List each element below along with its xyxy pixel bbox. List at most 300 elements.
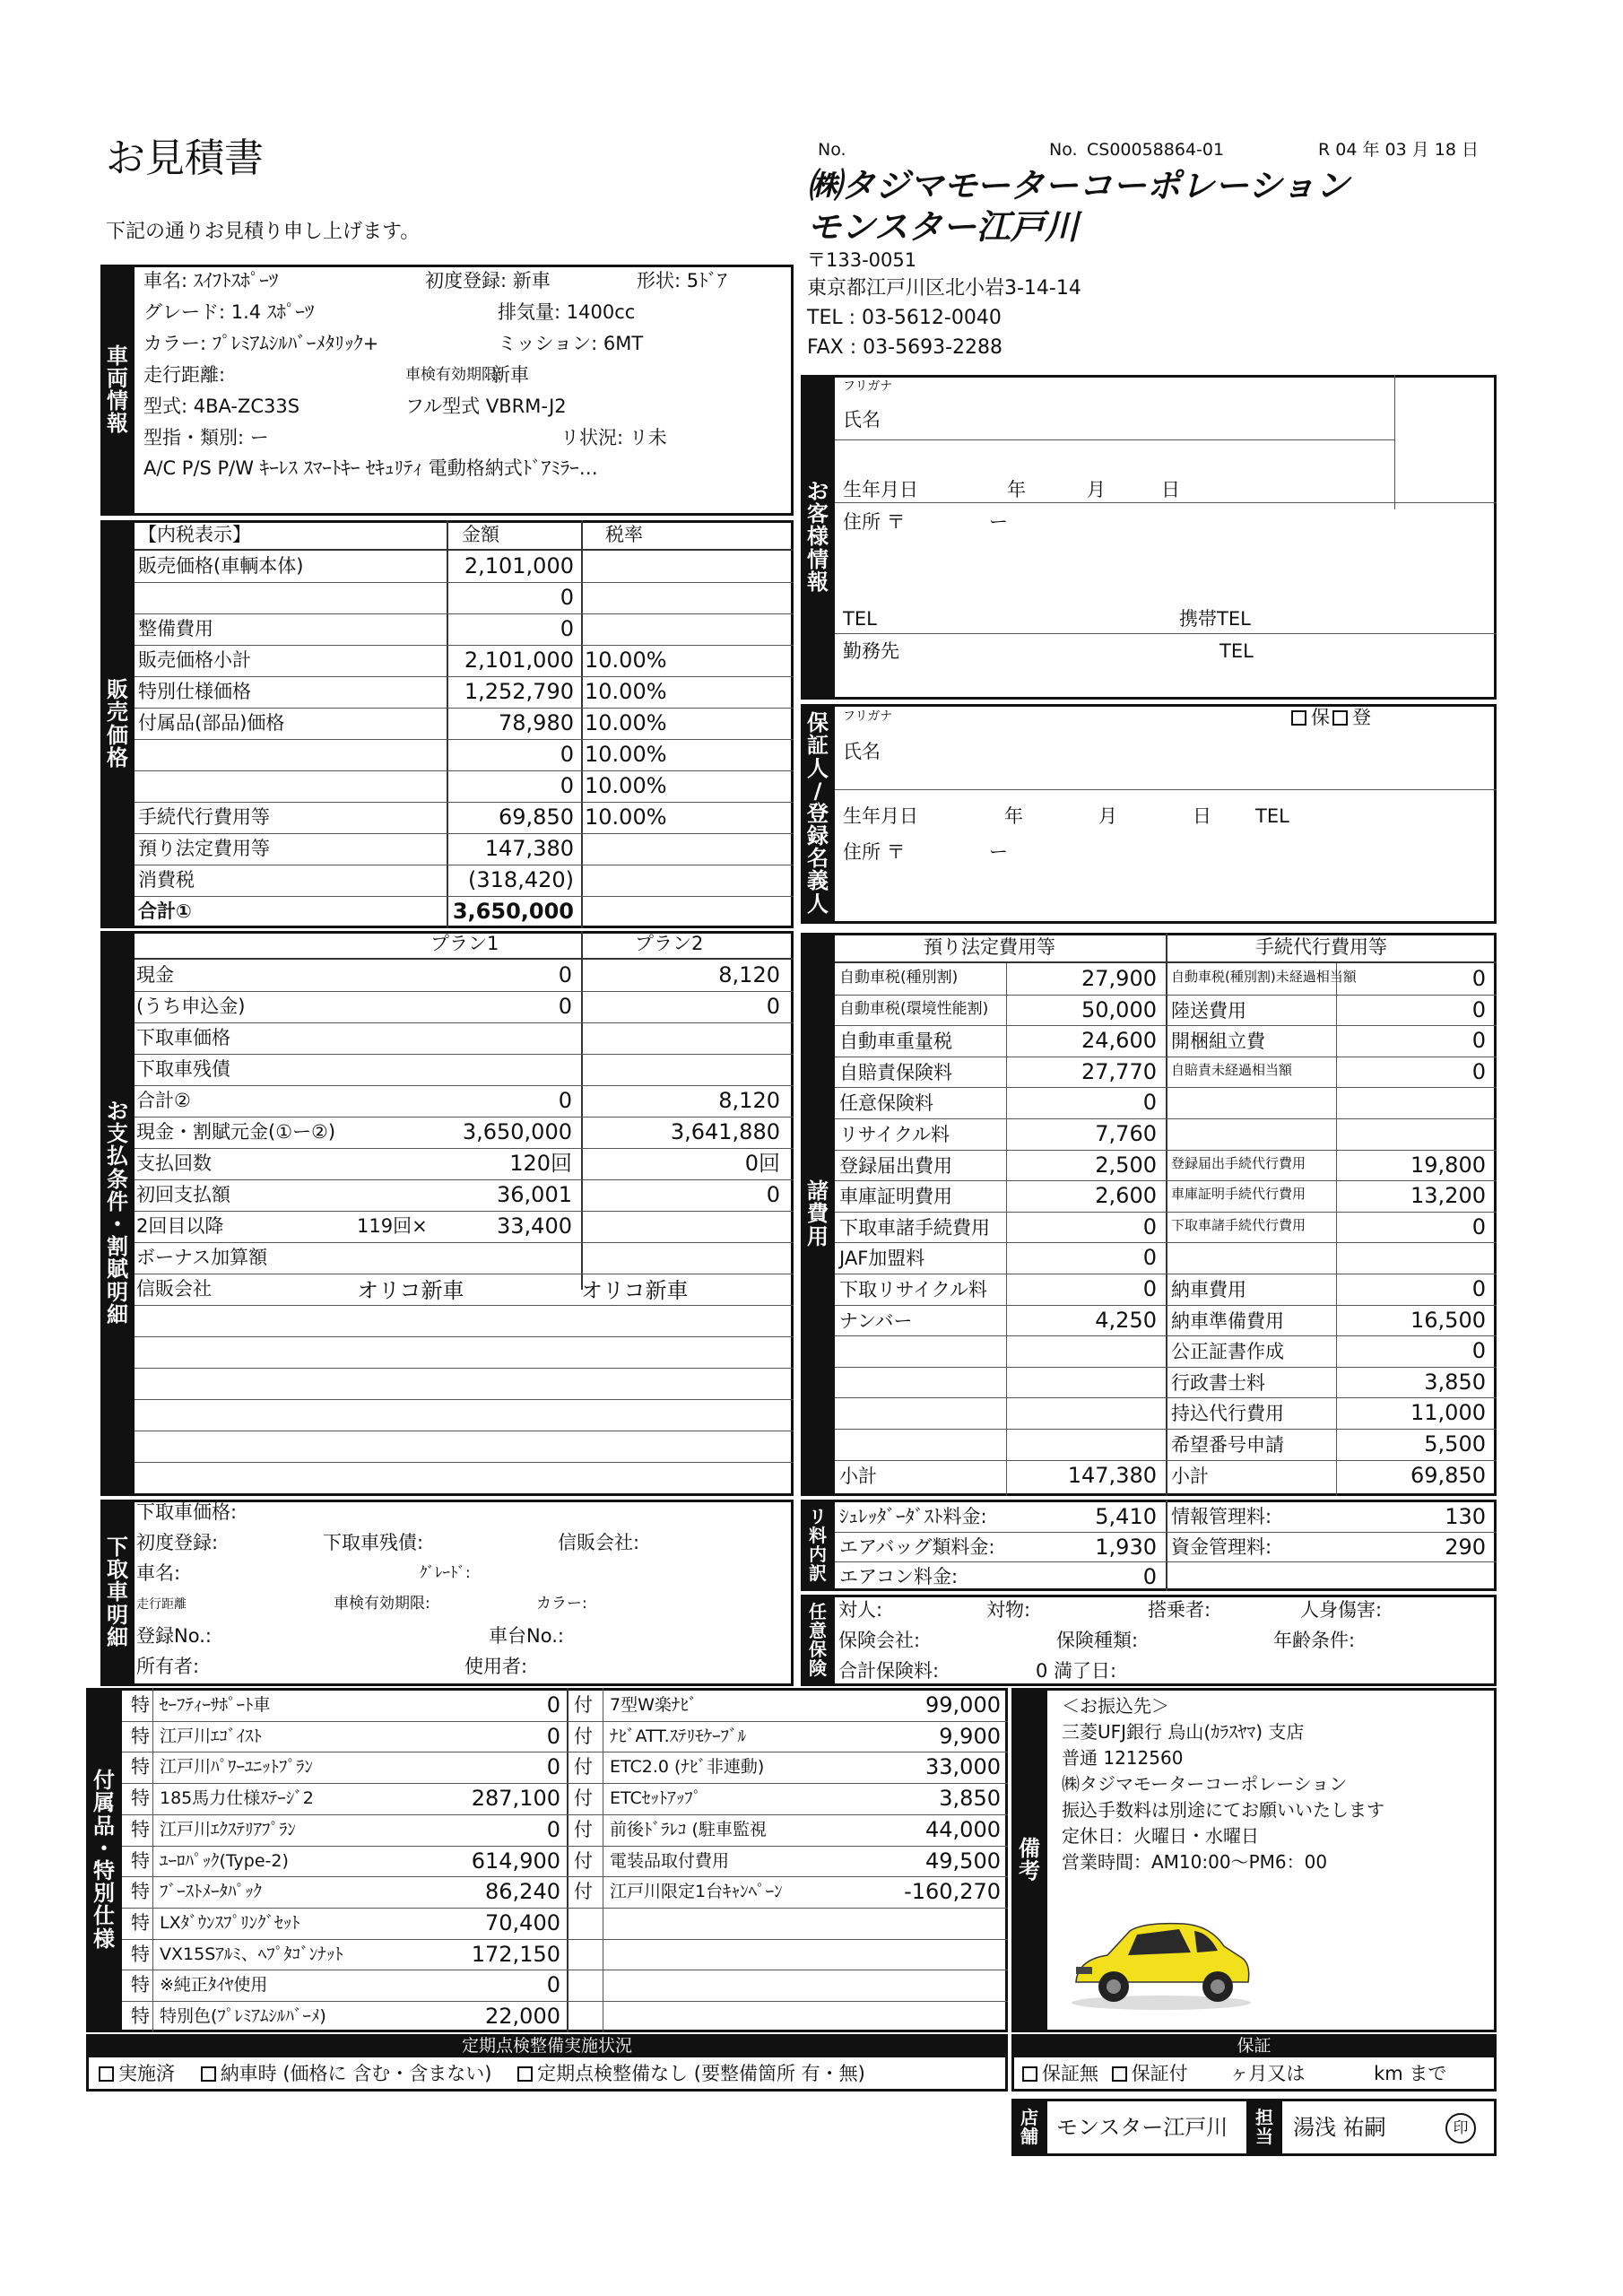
- sales-row-tax: 10.00%: [585, 773, 667, 798]
- payment-row-plan2: 8,120: [718, 1088, 780, 1113]
- expense-right-label: 小計: [1171, 1465, 1209, 1487]
- customer-birth-label: 生年月日: [843, 479, 918, 500]
- intro-text: 下記の通りお見積り申し上げます。: [106, 221, 421, 243]
- sales-row-amount: 69,850: [499, 804, 574, 830]
- option-right-price: 44,000: [925, 1817, 1001, 1842]
- postal-code: 〒133-0051: [807, 249, 917, 271]
- sales-row-label: 消費税: [138, 869, 195, 891]
- sales-row-tax: 10.00%: [585, 710, 667, 735]
- option-right-tag: 付: [574, 1881, 593, 1902]
- tradein-inspection: 車検有効期限:: [334, 1595, 430, 1613]
- payment-row-plan2: 3,641,880: [670, 1119, 780, 1144]
- expense-left-label: 自賠責保険料: [839, 1062, 952, 1083]
- option-left-name: ﾕｰﾛﾊﾟｯｸ(Type-2): [160, 1851, 289, 1871]
- sales-row-divider: [135, 582, 794, 583]
- warranty-options: [1022, 2065, 1446, 2083]
- payment-row-label: ボーナス加算額: [136, 1247, 268, 1268]
- payment-row-plan1: 120回: [509, 1151, 572, 1176]
- expense-row-divider: [835, 1150, 1497, 1151]
- sales-row-divider: [135, 833, 794, 834]
- sales-row-label: 特別仕様価格: [138, 681, 251, 702]
- sales-row-tax: 10.00%: [585, 679, 667, 704]
- car-image: [1058, 1906, 1264, 2013]
- guarantor-birth-year: 年: [1004, 805, 1023, 827]
- option-right-name: 江戸川限定1台ｷｬﾝﾍﾟｰﾝ: [610, 1882, 783, 1901]
- option-left-name: 江戸川ｴｺﾞｲｽﾄ: [160, 1726, 263, 1746]
- expense-row-divider: [835, 1212, 1497, 1213]
- payment-row-label: 合計②: [136, 1090, 191, 1111]
- sales-row-amount: 78,980: [499, 710, 574, 735]
- recycle-left-label: ｼｭﾚｯﾀﾞｰﾀﾞｽﾄ料金:: [839, 1506, 987, 1527]
- payment-plan1: プラン1: [430, 933, 499, 954]
- vehicle-model: 型式: 4BA-ZC33S: [143, 396, 300, 417]
- payment-row-divider: [135, 1305, 794, 1306]
- expense-left-label: 下取リサイクル料: [839, 1279, 988, 1300]
- payment-row-label: 下取車残債: [136, 1058, 230, 1080]
- option-left-tag: 特: [131, 2005, 150, 2027]
- vehicle-mission: ミッション: 6MT: [498, 333, 644, 354]
- expense-right-value: 0: [1471, 1028, 1486, 1053]
- tradein-reg-no: 登録No.:: [136, 1625, 212, 1647]
- customer-birth-year: 年: [1007, 479, 1026, 500]
- sales-row-label: 合計①: [138, 900, 192, 922]
- sales-row-tax: 10.00%: [585, 648, 667, 673]
- payment-row-plan2: 0: [766, 1182, 780, 1207]
- warranty-title: 保証: [1011, 2034, 1497, 2057]
- expense-left-label: JAF加盟料: [839, 1248, 925, 1269]
- option-row-divider: [122, 1908, 1008, 1909]
- recycle-row-divider: [835, 1561, 1497, 1562]
- store-label: 店 舗: [1011, 2099, 1047, 2156]
- insurance-company: 保険会社:: [838, 1630, 921, 1651]
- expense-right-label: 開梱組立費: [1171, 1031, 1265, 1052]
- sales-head-amount: 金額: [462, 524, 499, 545]
- guarantor-check-label: 保: [1311, 707, 1330, 728]
- tradein-debt: 下取車残債:: [323, 1532, 424, 1553]
- recycle-label: リ 料 内 訳: [801, 1500, 835, 1591]
- inspection-done-label: 実施済: [118, 2063, 175, 2084]
- sales-row-label: 預り法定費用等: [138, 838, 270, 859]
- sales-row-divider: [135, 708, 794, 709]
- expense-left-value: 2,600: [1095, 1183, 1157, 1208]
- payment-row-label: 初回支払額: [136, 1184, 230, 1205]
- expense-left-label: 登録届出費用: [839, 1155, 952, 1177]
- option-left-tag: 特: [131, 1819, 150, 1840]
- option-right-name: ETC2.0 (ﾅﾋﾞ非連動): [610, 1757, 765, 1777]
- customer-address-dash: ー: [989, 511, 1008, 533]
- payment-row-divider: [135, 1336, 794, 1337]
- expenses-right-head: 手続代行費用等: [1255, 936, 1387, 958]
- store-value: モンスター江戸川: [1056, 2115, 1228, 2140]
- expense-row-divider: [835, 1397, 1497, 1398]
- option-left-tag: 特: [131, 1787, 150, 1809]
- expense-row-divider: [835, 1305, 1497, 1306]
- remarks-label: 備 考: [1011, 1688, 1047, 2032]
- option-right-price: 49,500: [925, 1848, 1001, 1874]
- vehicle-info-label: 車 両 情 報: [100, 265, 135, 516]
- expense-left-label: 自動車税(環境性能割): [839, 1000, 989, 1018]
- guarantor-birth-month: 月: [1098, 805, 1117, 827]
- option-left-price: 287,100: [471, 1786, 560, 1811]
- option-left-name: ｾｰﾌﾃｨｰｻﾎﾟｰﾄ車: [160, 1695, 271, 1715]
- expense-left-value: 0: [1142, 1090, 1157, 1115]
- payment-row-label: 信販会社: [136, 1278, 212, 1300]
- sales-row-amount: 1,252,790: [464, 679, 574, 704]
- guarantor-name-label: 氏名: [843, 741, 881, 762]
- company-tel: TEL : 03-5612-0040: [807, 307, 1002, 329]
- expense-left-value: 147,380: [1067, 1463, 1157, 1488]
- payment-row-divider: [135, 1022, 794, 1023]
- vehicle-color: カラー: ﾌﾟﾚﾐｱﾑｼﾙﾊﾞｰﾒﾀﾘｯｸ+: [143, 333, 379, 354]
- option-left-name: LXﾀﾞｳﾝｽﾌﾟﾘﾝｸﾞｾｯﾄ: [160, 1913, 300, 1933]
- expense-row-divider: [835, 1180, 1497, 1181]
- option-left-tag: 特: [131, 1850, 150, 1872]
- tradein-chassis: 車台No.:: [489, 1625, 564, 1647]
- expense-left-label: 下取車諸手続費用: [839, 1217, 990, 1239]
- payment-row-divider: [135, 1054, 794, 1055]
- expense-right-label: 自賠責未経過相当額: [1171, 1062, 1293, 1078]
- expense-row-divider: [835, 1367, 1497, 1368]
- payment-row-plan2: 0回: [744, 1151, 780, 1176]
- company-name: ㈱タジマモーターコーポレーション: [807, 166, 1350, 205]
- option-left-price: 0: [546, 1817, 560, 1842]
- expense-right-value: 16,500: [1410, 1308, 1486, 1333]
- expense-left-label: 自動車税(種別割): [839, 969, 959, 987]
- recycle-left-label: エアバッグ類料金:: [839, 1536, 995, 1558]
- customer-furigana: フリガナ: [843, 379, 893, 394]
- expense-right-value: 0: [1471, 1214, 1486, 1239]
- recycle-right-label: 情報管理料:: [1171, 1506, 1272, 1527]
- option-right-price: 99,000: [925, 1692, 1001, 1718]
- tradein-price: 下取車価格:: [136, 1501, 238, 1523]
- tradein-box: [100, 1500, 794, 1686]
- warranty-km: km まで: [1374, 2063, 1447, 2084]
- customer-birth-day: 日: [1161, 479, 1180, 500]
- customer-name-label: 氏名: [843, 409, 881, 430]
- expense-right-label: 陸送費用: [1171, 1000, 1246, 1022]
- expense-left-value: 7,760: [1095, 1121, 1157, 1146]
- warranty-months: ヶ月又は: [1229, 2063, 1306, 2084]
- sales-row-divider: [135, 770, 794, 771]
- tradein-mileage: 走行距離: [136, 1597, 187, 1612]
- sales-row-divider: [135, 739, 794, 740]
- sales-row-divider: [135, 676, 794, 677]
- no-label: No.: [818, 140, 846, 160]
- sales-row-amount: (318,420): [468, 867, 574, 892]
- option-left-tag: 特: [131, 1912, 150, 1934]
- payment-row-label: 現金: [136, 964, 174, 986]
- remarks-line: 営業時間：AM10:00～PM6：00: [1062, 1851, 1328, 1873]
- sales-price-label: 販 売 価 格: [100, 520, 135, 928]
- expense-right-value: 19,800: [1410, 1152, 1486, 1178]
- expenses-label: 諸 費 用: [801, 933, 835, 1496]
- expense-left-value: 50,000: [1081, 997, 1157, 1022]
- option-left-price: 0: [546, 1724, 560, 1749]
- vehicle-grade: グレード: 1.4 ｽﾎﾟｰﾂ: [143, 301, 315, 323]
- sales-row-amount: 147,380: [484, 836, 574, 861]
- payment-row-divider: [135, 1242, 794, 1243]
- sales-row-amount: 0: [560, 742, 574, 767]
- estimate-number: CS00058864-01: [1087, 140, 1225, 160]
- customer-box: [801, 375, 1497, 700]
- payment-row-divider: [135, 991, 794, 992]
- expense-row-divider: [835, 995, 1497, 996]
- remarks-line: 振込手数料は別途にてお願いいたします: [1062, 1799, 1384, 1821]
- expense-right-label: 行政書士料: [1171, 1372, 1265, 1394]
- option-right-name: ETCｾｯﾄｱｯﾌﾟ: [610, 1788, 702, 1808]
- expenses-left-head: 預り法定費用等: [924, 936, 1055, 958]
- option-left-name: 185馬力仕様ｽﾃｰｼﾞ2: [160, 1788, 314, 1808]
- vehicle-shape: 形状: 5ﾄﾞｱ: [637, 270, 727, 291]
- option-row-divider: [122, 1721, 1008, 1722]
- option-row-divider: [122, 1783, 1008, 1784]
- expense-right-label: 納車準備費用: [1171, 1310, 1284, 1332]
- option-left-tag: 特: [131, 1756, 150, 1778]
- warranty-with-checkbox[interactable]: [1112, 2066, 1127, 2082]
- payment-row-plan1: 3,650,000: [462, 1119, 572, 1144]
- warranty-none-checkbox[interactable]: [1022, 2066, 1037, 2082]
- remarks-line: 定休日：火曜日・水曜日: [1062, 1825, 1259, 1847]
- insurance-type: 保険種類:: [1056, 1630, 1139, 1651]
- sales-row-label: 整備費用: [138, 618, 213, 639]
- customer-address-label: 住所 〒: [843, 511, 906, 533]
- expense-left-value: 24,600: [1081, 1028, 1157, 1053]
- inspection-status-title: 定期点検整備実施状況: [86, 2034, 1008, 2057]
- insurance-total: 合計保険料:: [838, 1660, 940, 1682]
- option-left-price: 0: [546, 1754, 560, 1779]
- expense-right-value: 11,000: [1410, 1400, 1486, 1425]
- company-fax: FAX : 03-5693-2288: [807, 336, 1003, 359]
- registrant-check-label: 登: [1352, 707, 1371, 728]
- sales-row-amount: 3,650,000: [452, 899, 574, 924]
- option-right-tag: 付: [574, 1819, 593, 1840]
- payment-row-plan1: 33,400: [497, 1213, 572, 1239]
- inspection-none-checkbox[interactable]: [517, 2066, 533, 2082]
- expense-right-label: 自動車税(種別割)未経過相当額: [1171, 969, 1357, 985]
- sales-row-divider: [135, 896, 794, 897]
- vehicle-full-model: フル型式 VBRM-J2: [405, 396, 567, 417]
- sales-row-label: 付属品(部品)価格: [138, 712, 285, 734]
- option-left-price: 86,240: [485, 1879, 560, 1904]
- staff-value: 湯浅 祐嗣: [1293, 2115, 1386, 2140]
- sales-row-amount: 0: [560, 773, 574, 798]
- vehicle-displacement: 排気量: 1400cc: [498, 301, 636, 323]
- payment-row-divider: [135, 1179, 794, 1180]
- vehicle-name: 車名: ｽｲﾌﾄｽﾎﾟｰﾂ: [143, 270, 279, 291]
- payment-row-divider: [135, 1368, 794, 1369]
- guarantor-address-label: 住所 〒: [843, 841, 906, 863]
- option-right-tag: 付: [574, 1850, 593, 1872]
- vehicle-first-reg: 初度登録: 新車: [425, 270, 551, 291]
- warranty-with-label: 保証付: [1131, 2063, 1188, 2084]
- expense-right-value: 0: [1471, 1276, 1486, 1301]
- page-title: お見積書: [106, 135, 264, 181]
- vehicle-mileage: 走行距離:: [143, 364, 226, 386]
- payment-row-label: 2回目以降: [136, 1215, 224, 1237]
- option-left-tag: 特: [131, 1881, 150, 1902]
- remarks-line: ＜お振込先＞: [1062, 1695, 1169, 1717]
- payment-label: お 支 払 条 件 ・ 割 賦 明 細: [100, 931, 135, 1496]
- option-left-tag: 特: [131, 1726, 150, 1747]
- option-right-name: 7型W楽ﾅﾋﾞ: [610, 1695, 698, 1715]
- recycle-right-value: 290: [1445, 1535, 1486, 1560]
- option-left-tag: 特: [131, 1694, 150, 1716]
- expense-left-label: 小計: [839, 1465, 877, 1487]
- option-right-tag: 付: [574, 1787, 593, 1809]
- sales-row-label: 手続代行費用等: [138, 806, 270, 828]
- sales-row-amount: 0: [560, 585, 574, 610]
- option-left-name: VX15Sｱﾙﾐ、ﾍﾌﾟﾀｺﾞﾝﾅｯﾄ: [160, 1944, 343, 1964]
- option-right-name: ﾅﾋﾞATT.ｽﾃﾘﾓｹｰﾌﾞﾙ: [610, 1726, 747, 1746]
- option-left-name: 江戸川ﾊﾟﾜｰﾕﾆｯﾄﾌﾟﾗﾝ: [160, 1757, 314, 1777]
- inspection-done-checkbox[interactable]: [99, 2066, 114, 2082]
- expense-right-value: 0: [1471, 1338, 1486, 1363]
- option-left-price: 614,900: [471, 1848, 560, 1874]
- expense-row-divider: [835, 1087, 1497, 1088]
- expense-left-label: ナンバー: [839, 1310, 913, 1332]
- vehicle-inspection-label: 車検有効期限:: [405, 366, 502, 384]
- payment-row-label: 下取車価格: [136, 1027, 230, 1048]
- customer-work-label: 勤務先: [843, 640, 899, 662]
- option-right-price: 9,900: [939, 1724, 1001, 1749]
- sales-row-amount: 2,101,000: [464, 648, 574, 673]
- option-left-price: 0: [546, 1692, 560, 1718]
- payment-row-plan1: 0: [558, 994, 572, 1019]
- inspection-none-label: 定期点検整備なし (要整備箇所 有・無): [537, 2063, 865, 2084]
- sales-row-amount: 2,101,000: [464, 553, 574, 578]
- option-row-divider: [122, 1846, 1008, 1847]
- insurance-passenger: 搭乗者:: [1148, 1599, 1211, 1621]
- expense-right-value: 0: [1471, 997, 1486, 1022]
- registrant-checkbox[interactable]: [1332, 710, 1348, 726]
- expense-left-value: 4,250: [1095, 1308, 1157, 1333]
- expense-left-label: 任意保険料: [839, 1092, 933, 1114]
- option-row-divider: [122, 1876, 1008, 1877]
- expense-row-divider: [835, 1118, 1497, 1119]
- sales-row-divider: [135, 645, 794, 646]
- recycle-left-value: 5,410: [1095, 1504, 1157, 1529]
- payment-row-divider: [135, 1117, 794, 1118]
- inspection-options: [99, 2065, 865, 2083]
- guarantor-tel-label: TEL: [1255, 805, 1289, 827]
- sales-row-divider: [135, 613, 794, 614]
- guarantor-birth-day: 日: [1193, 805, 1211, 827]
- payment-row-plan2: オリコ新車: [581, 1278, 689, 1303]
- expense-right-label: 車庫証明手続代行費用: [1171, 1186, 1306, 1202]
- expense-row-divider: [835, 1242, 1497, 1243]
- payment-row-divider: [135, 1085, 794, 1086]
- remarks-line: 普通 1212560: [1062, 1747, 1184, 1769]
- customer-birth-month: 月: [1087, 479, 1106, 500]
- customer-work-tel: TEL: [1219, 640, 1254, 662]
- sales-row-tax: 10.00%: [585, 804, 667, 830]
- guarantor-check: [1291, 709, 1371, 727]
- expense-row-divider: [835, 1429, 1497, 1430]
- vehicle-inspection: 新車: [491, 364, 529, 386]
- option-left-price: 70,400: [485, 1910, 560, 1935]
- customer-label: お 客 様 情 報: [801, 375, 835, 700]
- tradein-name: 車名:: [136, 1562, 181, 1584]
- sales-row-tax: 10.00%: [585, 742, 667, 767]
- inspection-delivery-checkbox[interactable]: [201, 2066, 216, 2082]
- expense-left-value: 0: [1142, 1276, 1157, 1301]
- payment-row-label: (うち申込金): [136, 996, 246, 1017]
- recycle-right-value: 130: [1445, 1504, 1486, 1529]
- expense-right-label: 下取車諸手続代行費用: [1171, 1217, 1306, 1233]
- guarantor-address-dash: ー: [989, 841, 1008, 863]
- expense-left-label: 自動車重量税: [839, 1031, 952, 1052]
- expense-right-value: 13,200: [1410, 1183, 1486, 1208]
- option-right-tag: 付: [574, 1694, 593, 1716]
- tradein-credit: 信販会社:: [558, 1532, 640, 1553]
- guarantor-checkbox[interactable]: [1291, 710, 1306, 726]
- recycle-left-value: 1,930: [1095, 1535, 1157, 1560]
- warranty-none-label: 保証無: [1042, 2063, 1098, 2084]
- remarks-line: 三菱UFJ銀行 烏山(ｶﾗｽﾔﾏ) 支店: [1062, 1721, 1305, 1743]
- expense-right-label: 納車費用: [1171, 1279, 1246, 1300]
- insurance-object: 対物:: [986, 1599, 1031, 1621]
- recycle-right-label: 資金管理料:: [1171, 1536, 1272, 1558]
- customer-mobile-label: 携帯TEL: [1179, 608, 1251, 630]
- guarantor-label: 保 証 人 / 登 録 名 義 人: [801, 704, 835, 924]
- payment-row-plan1: 36,001: [497, 1182, 572, 1207]
- remarks-line: ㈱タジマモーターコーポレーション: [1062, 1773, 1348, 1795]
- vehicle-equipment: A/C P/S P/W ｷｰﾚｽ ｽﾏｰﾄｷｰ ｾｷｭﾘﾃｨ 電動格納式ﾄﾞｱﾐﾗｰ…: [143, 457, 598, 479]
- expense-left-label: 車庫証明費用: [839, 1186, 952, 1207]
- payment-row-divider: [135, 1211, 794, 1212]
- insurance-target: 対人:: [838, 1599, 883, 1621]
- payment-row-divider: [135, 1399, 794, 1400]
- option-right-name: 電装品取付費用: [610, 1851, 730, 1871]
- expense-right-label: 持込代行費用: [1171, 1403, 1284, 1424]
- insurance-injury: 人身傷害:: [1300, 1599, 1383, 1621]
- expense-right-value: 5,500: [1424, 1431, 1486, 1457]
- expense-right-value: 69,850: [1410, 1463, 1486, 1488]
- recycle-left-label: エアコン料金:: [839, 1566, 959, 1587]
- payment-row-label: 現金・割賦元金(①ー②): [136, 1121, 336, 1143]
- option-right-price: 3,850: [939, 1786, 1001, 1811]
- option-left-tag: 特: [131, 1974, 150, 1996]
- expense-left-label: リサイクル料: [839, 1124, 950, 1145]
- payment-row-mid: 119回×: [357, 1215, 428, 1237]
- option-left-price: 0: [546, 1972, 560, 1997]
- sales-row-label: 販売価格小計: [138, 649, 251, 671]
- expense-right-label: 登録届出手続代行費用: [1171, 1155, 1306, 1171]
- no-label-2: No.: [1049, 140, 1078, 160]
- expense-row-divider: [835, 1460, 1497, 1461]
- sales-row-amount: 0: [560, 616, 574, 641]
- store-name: モンスター江戸川: [807, 207, 1079, 247]
- option-right-price: -160,270: [904, 1879, 1001, 1904]
- sales-head-tax: 税率: [605, 524, 643, 545]
- guarantor-furigana: フリガナ: [843, 709, 893, 724]
- customer-tel-label: TEL: [843, 608, 877, 630]
- option-row-divider: [122, 1814, 1008, 1815]
- insurance-expiry: 0 満了日:: [1036, 1660, 1117, 1682]
- tradein-first-reg: 初度登録:: [136, 1532, 219, 1553]
- tradein-user: 使用者:: [464, 1656, 528, 1677]
- payment-row-plan1: 0: [558, 962, 572, 987]
- recycle-row-divider: [835, 1532, 1497, 1533]
- payment-row-plan2: 8,120: [718, 962, 780, 987]
- option-left-price: 172,150: [471, 1942, 560, 1967]
- inspection-delivery-label: 納車時 (価格に 含む・含まない): [220, 2063, 492, 2084]
- sales-head-label: 【内税表示】: [138, 524, 251, 545]
- payment-row-plan1: 0: [558, 1088, 572, 1113]
- staff-label: 担 当: [1246, 2099, 1282, 2156]
- option-row-divider: [122, 1939, 1008, 1940]
- option-left-name: 江戸川ｴｸｽﾃﾘｱﾌﾟﾗﾝ: [160, 1820, 297, 1839]
